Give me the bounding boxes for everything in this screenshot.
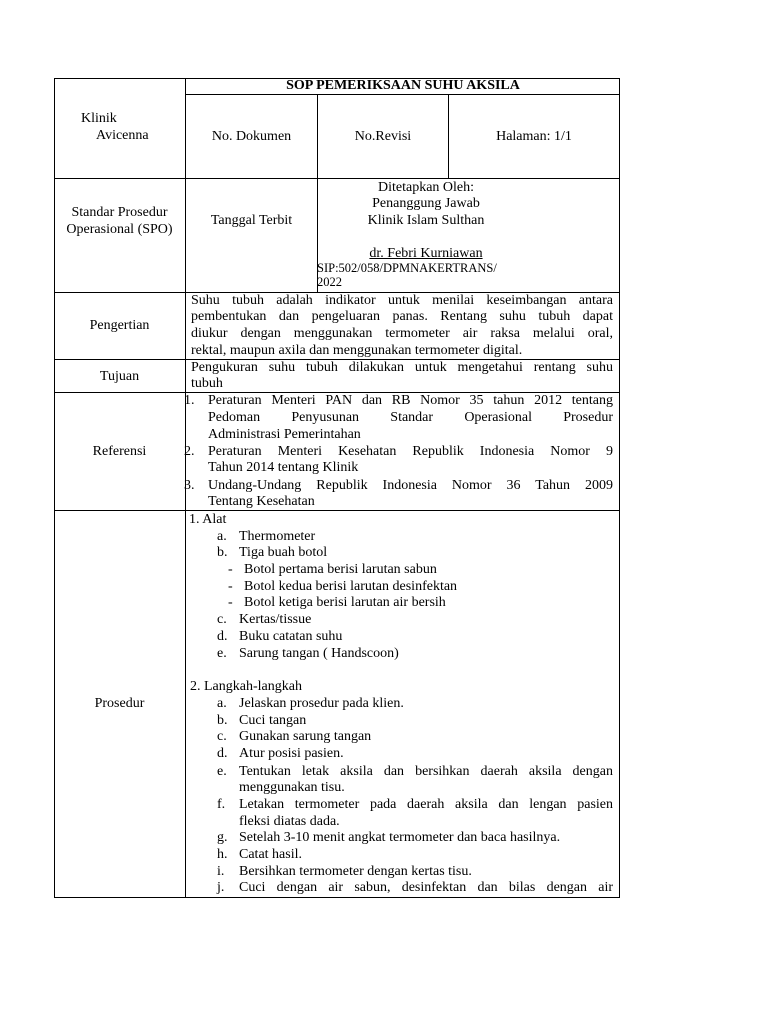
referensi-item-line: Pedoman Penyusunan Standar Operasional Prosedur [208,410,613,425]
langkah-item: Letakan termometer pada daerah aksila dan lengan pasien [239,797,613,812]
sip-number-line1: SIP:502/058/DPMNAKERTRANS/ [317,261,497,275]
alat-subitem: Botol pertama berisi larutan sabun [244,562,437,577]
clinic-name-line2: Avicenna [96,128,149,143]
tujuan-line: Pengukuran suhu tubuh dilakukan untuk mengetahui rentang suhu [191,360,613,375]
title-divider [186,94,620,95]
alat-letter: a. [217,529,227,544]
spo-label-line2: Operasional (SPO) [66,222,173,237]
referensi-number: 3. [184,478,195,493]
alat-subitem: Botol kedua berisi larutan desinfektan [244,579,458,594]
langkah-item: Cuci dengan air sabun, desinfektan dan bilas dengan air [239,880,613,895]
revision-label: No.Revisi [354,129,412,144]
prosedur-label: Prosedur [94,696,145,711]
alat-item: Thermometer [239,529,316,544]
clinic-full-name: Klinik Islam Sulthan [367,213,485,228]
referensi-label: Referensi [92,444,147,459]
langkah-letter: i. [217,864,225,879]
clinic-name-line1: Klinik [81,111,117,126]
langkah-letter: c. [217,729,227,744]
langkah-letter: j. [217,880,225,895]
alat-dash: - [228,562,233,577]
referensi-item-line: Peraturan Menteri PAN dan RB Nomor 35 tahun 2012 tentang [208,393,613,408]
langkah-item: Bersihkan termometer dengan kertas tisu. [239,864,472,879]
referensi-number: 1. [184,393,195,408]
issue-date-label: Tanggal Terbit [210,213,293,228]
document-title: SOP PEMERIKSAAN SUHU AKSILA [286,78,520,93]
row-divider-referensi [54,510,620,511]
langkah-letter: b. [217,713,228,728]
referensi-item-line: Tentang Kesehatan [208,494,315,509]
alat-item: Kertas/tissue [239,612,312,627]
langkah-item: Atur posisi pasien. [239,746,344,761]
page-label: Halaman: 1/1 [496,129,572,144]
alat-letter: d. [217,629,228,644]
pengertian-label: Pengertian [89,318,150,333]
doc-number-label: No. Dokumen [211,129,292,144]
referensi-item-line: Tahun 2014 tentang Klinik [208,460,359,475]
alat-dash: - [228,595,233,610]
pengertian-line: diukur dengan menggunakan termometer air raksa melalui oral, [191,326,613,341]
responsible-title: Penanggung Jawab [372,196,480,211]
referensi-number: 2. [184,444,195,459]
langkah-heading: 2. Langkah-langkah [190,679,302,694]
langkah-item: Gunakan sarung tangan [239,729,372,744]
tujuan-line: tubuh [191,376,223,391]
alat-item: Tiga buah botol [239,545,328,560]
referensi-item-line: Undang-Undang Republik Indonesia Nomor 36 Tahun 2009 [208,478,613,493]
alat-subitem: Botol ketiga berisi larutan air bersih [244,595,446,610]
langkah-letter: a. [217,696,227,711]
pengertian-line: rektal, maupun axila dan menggunakan termometer digital. [191,343,523,358]
spo-label-line1: Standar Prosedur [71,205,168,220]
langkah-item: Setelah 3-10 menit angkat termometer dan baca hasilnya. [239,830,561,845]
border-left [54,78,55,898]
referensi-number-column [186,393,206,510]
border-right [619,78,620,898]
alat-letter: e. [217,646,227,661]
sop-table [54,78,620,898]
approved-by: Ditetapkan Oleh: [377,180,475,195]
alat-item: Sarung tangan ( Handscoon) [239,646,399,661]
langkah-item: Jelaskan prosedur pada klien. [239,696,404,711]
alat-heading: 1. Alat [189,512,227,527]
langkah-item: Tentukan letak aksila dan bersihkan daerah aksila dengan [239,764,613,779]
langkah-letter: e. [217,764,227,779]
langkah-letter: h. [217,847,228,862]
referensi-item-line: Administrasi Pemerintahan [208,427,361,442]
alat-letter: b. [217,545,228,560]
langkah-item: Cuci tangan [239,713,307,728]
langkah-letter: f. [217,797,226,812]
langkah-item: Catat hasil. [239,847,302,862]
alat-item: Buku catatan suhu [239,629,343,644]
alat-letter: c. [217,612,227,627]
pengertian-line: Suhu tubuh adalah indikator untuk menilai keseimbangan antara [191,293,613,308]
doctor-name: dr. Febri Kurniawan [369,246,483,261]
pengertian-line: pembentukan dan pengeluaran panas. Rentang suhu tubuh dapat [191,309,613,324]
alat-dash: - [228,579,233,594]
referensi-item-line: Peraturan Menteri Kesehatan Republik Indonesia Nomor 9 [208,444,613,459]
tujuan-label: Tujuan [99,369,140,384]
sip-number-line2: 2022 [317,275,342,289]
langkah-letter: d. [217,746,228,761]
row-divider-header [54,178,620,179]
langkah-letter: g. [217,830,228,845]
border-bottom [54,897,620,898]
langkah-item: fleksi diatas dada. [239,814,340,829]
langkah-item: menggunakan tisu. [239,780,345,795]
